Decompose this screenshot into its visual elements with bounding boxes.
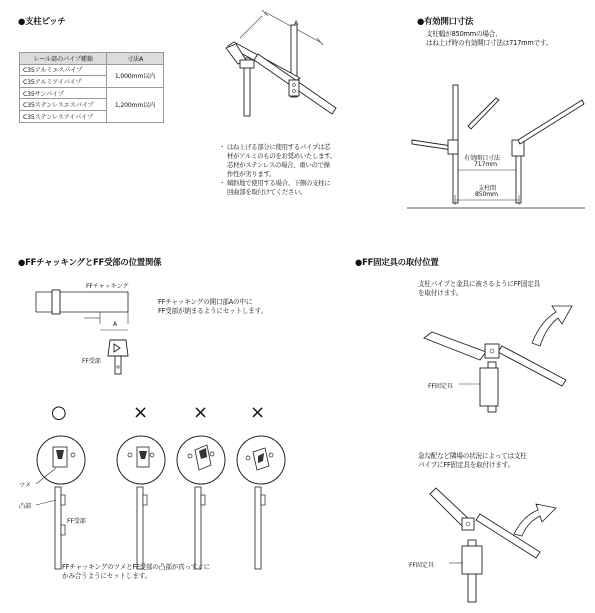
mark-incorrect: × [193, 402, 209, 423]
post-dim-value: 850mm [475, 191, 498, 198]
opening-desc-line: 支柱幅が850mmの場合、 [426, 30, 502, 38]
table-cell-pipe: C35アルミアイパイプ [20, 76, 107, 88]
pitch-note-line: 回曲部を取付けてください。 [227, 188, 307, 196]
pitch-note-line: 材がアルミのものをお奨めいたします。 [227, 152, 336, 160]
ff-fixture-desc1-line: を取付けます。 [418, 289, 463, 298]
mark-incorrect: × [133, 402, 149, 423]
opening-dim-value: 717mm [474, 161, 497, 168]
table-cell-size: 1,000mm以内 [107, 64, 164, 87]
pitch-note-line: 芯材がステンレスの場合、重いので操 [227, 161, 330, 169]
ff-bottom-note-line: FFチャッキングのツメとFF受部の凸部が真っすぐに [62, 563, 210, 571]
tsume-label: ツメ [19, 482, 31, 489]
opening-dim-label: 有効開口寸法 [464, 155, 500, 162]
ff-fixture-desc2-line: 急勾配など隣場の状況によっては支柱 [418, 452, 527, 460]
mark-correct: ○ [51, 402, 67, 423]
ff-fixture-desc2-line: パイプにFF固定具を取付けます。 [418, 461, 514, 470]
pitch-title: ●支柱ピッチ [18, 16, 66, 26]
opening-desc-line: はね上げ時の有効開口寸法は717mmです。 [426, 39, 553, 48]
ff-position-title: ●FFチャッキングとFF受部の位置関係 [18, 257, 162, 267]
ff-chucking-label: FFチャッキング [86, 283, 129, 290]
ff-fixture-title: ●FF固定具の取付位置 [355, 257, 439, 267]
table-cell-pipe: C35サンパイプ [20, 87, 107, 99]
ff-position-desc-line: FFチャッキングの開口部Aの中に [158, 298, 253, 306]
mark-incorrect: × [250, 402, 266, 423]
table-cell-size: 1,200mm以内 [107, 87, 164, 122]
ff-bottom-note-line: かみ合うようにセットします。 [62, 572, 151, 581]
ff-fixture-desc1-line: 支柱パイプと金具に被さるようにFF固定具 [418, 280, 541, 288]
ff-position-desc-line: FF受部が納まるようにセットします。 [158, 307, 267, 316]
table-cell-pipe: C35ステンレスアイパイプ [20, 110, 107, 122]
pitch-note-line: ・ はね上げる部分に使用するパイプは芯 [219, 143, 331, 151]
pitch-note-line: ・ 傾斜地で使用する場合、下側の支柱に [219, 179, 331, 187]
pitch-dim-a-label: A [294, 20, 299, 27]
pitch-note-line: 作性が劣ります。 [227, 170, 276, 178]
ff-fixture-label1: FF固定具 [428, 383, 453, 390]
ff-fixture-label2: FF固定具 [409, 562, 434, 569]
table-cell-pipe: C35ステンレスエスパイプ [20, 99, 107, 111]
table-header-pipe: レール部のパイプ種類 [20, 53, 107, 65]
table-cell-pipe: C35アルミエスパイプ [20, 64, 107, 76]
totsubu-label: 凸部 [19, 503, 31, 510]
post-dim-label: 支柱間 [478, 185, 496, 192]
ff-dim-a-label: A [113, 321, 118, 328]
ff-receiver2-label: FF受部 [67, 518, 86, 525]
opening-title: ●有効開口寸法 [417, 16, 474, 26]
table-header-size: 寸法A [107, 53, 164, 65]
ff-receiver-label: FF受部 [82, 358, 101, 365]
